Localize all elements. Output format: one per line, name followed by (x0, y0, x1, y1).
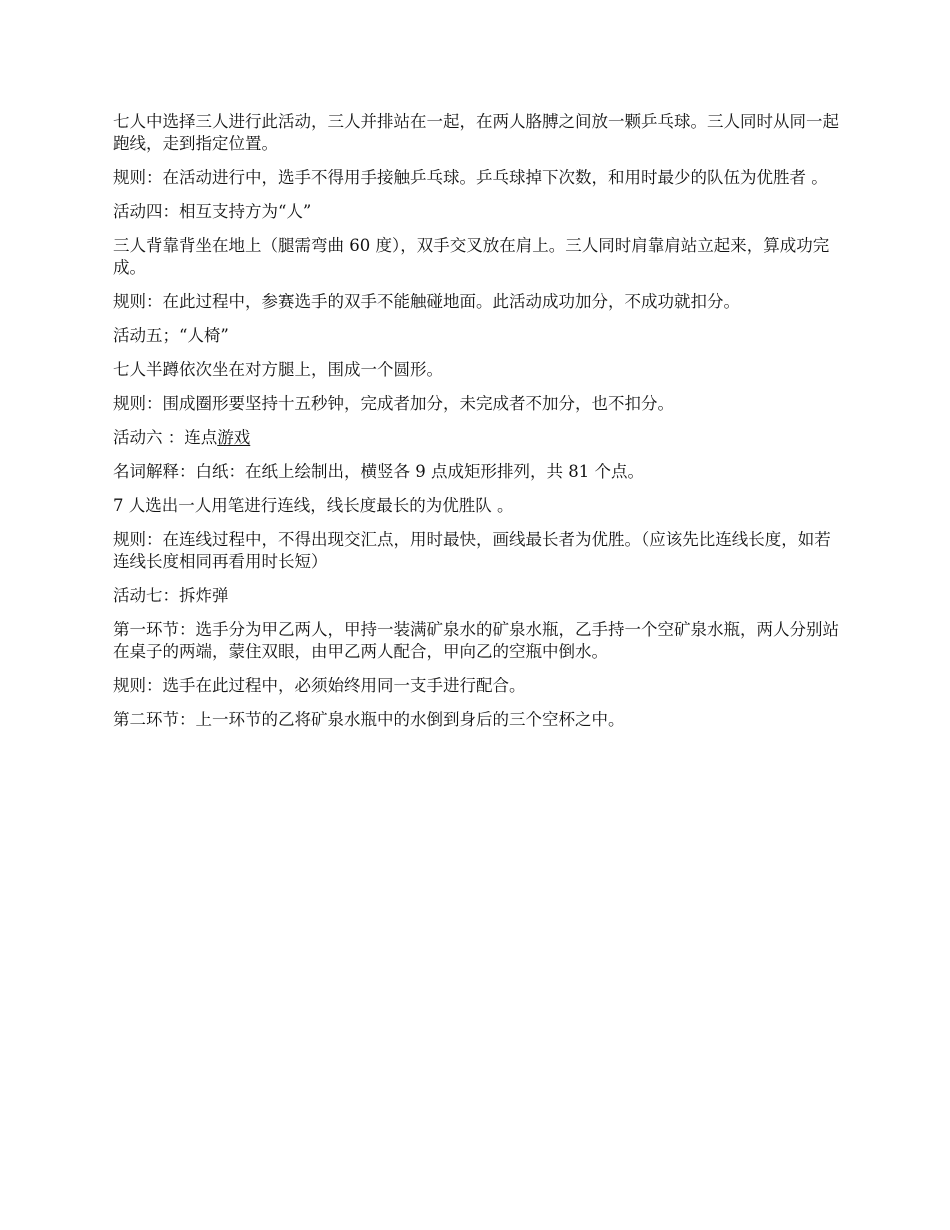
paragraph-activity-four-description: 三人背靠背坐在地上（腿需弯曲 60 度），双手交叉放在肩上。三人同时肩靠肩站立起来，算成功完成。 (113, 236, 830, 277)
heading-activity-seven: 活动七：拆炸弹 (113, 586, 229, 605)
heading-activity-six-prefix: 活动六 ：连点 (113, 428, 218, 447)
paragraph-activity-six-rule: 规则：在连线过程中，不得出现交汇点，用时最快，画线最长者为优胜。（应该先比连线长度，如若连线长度相同再看用时长短） (113, 530, 831, 571)
paragraph-activity-six-definition: 名词解释：白纸：在纸上绘制出，横竖各 9 点成矩形排列，共 81 个点。 (113, 462, 644, 481)
document-body (113, 111, 841, 743)
paragraph-activity-seven-rule: 规则：选手在此过程中，必须始终用同一支手进行配合。 (113, 676, 526, 695)
paragraph-relay-rule: 规则：在活动进行中，选手不得用手接触乒乓球。乒乓球掉下次数，和用时最少的队伍为优胜者 。 (113, 168, 828, 187)
paragraph-activity-five-rule: 规则：围成圈形要坚持十五秒钟，完成者加分，未完成者不加分，也不扣分。 (113, 394, 674, 413)
heading-activity-four: 活动四：相互支持方为“人” (113, 202, 312, 221)
paragraph-activity-five-description: 七人半蹲依次坐在对方腿上，围成一个圆形。 (113, 360, 443, 379)
paragraph-activity-four-rule: 规则：在此过程中，参赛选手的双手不能触碰地面。此活动成功加分，不成功就扣分。 (113, 292, 740, 311)
paragraph-activity-seven-stage-two: 第二环节：上一环节的乙将矿泉水瓶中的水倒到身后的三个空杯之中。 (113, 710, 625, 729)
heading-activity-five: 活动五；“人椅” (113, 326, 229, 345)
heading-activity-six-underlined: 游戏 (217, 428, 251, 447)
paragraph-relay-description: 七人中选择三人进行此活动，三人并排站在一起，在两人胳膊之间放一颗乒乓球。三人同时从同一起跑线，走到指定位置。 (113, 112, 839, 153)
heading-activity-six (113, 427, 841, 449)
paragraph-activity-seven-stage-one: 第一环节：选手分为甲乙两人，甲持一装满矿泉水的矿泉水瓶，乙手持一个空矿泉水瓶，两人分别站在桌子的两端，蒙住双眼，由甲乙两人配合，甲向乙的空瓶中倒水。 (113, 620, 839, 661)
paragraph-activity-six-description: 7 人选出一人用笔进行连线，线长度最长的为优胜队 。 (113, 496, 514, 515)
